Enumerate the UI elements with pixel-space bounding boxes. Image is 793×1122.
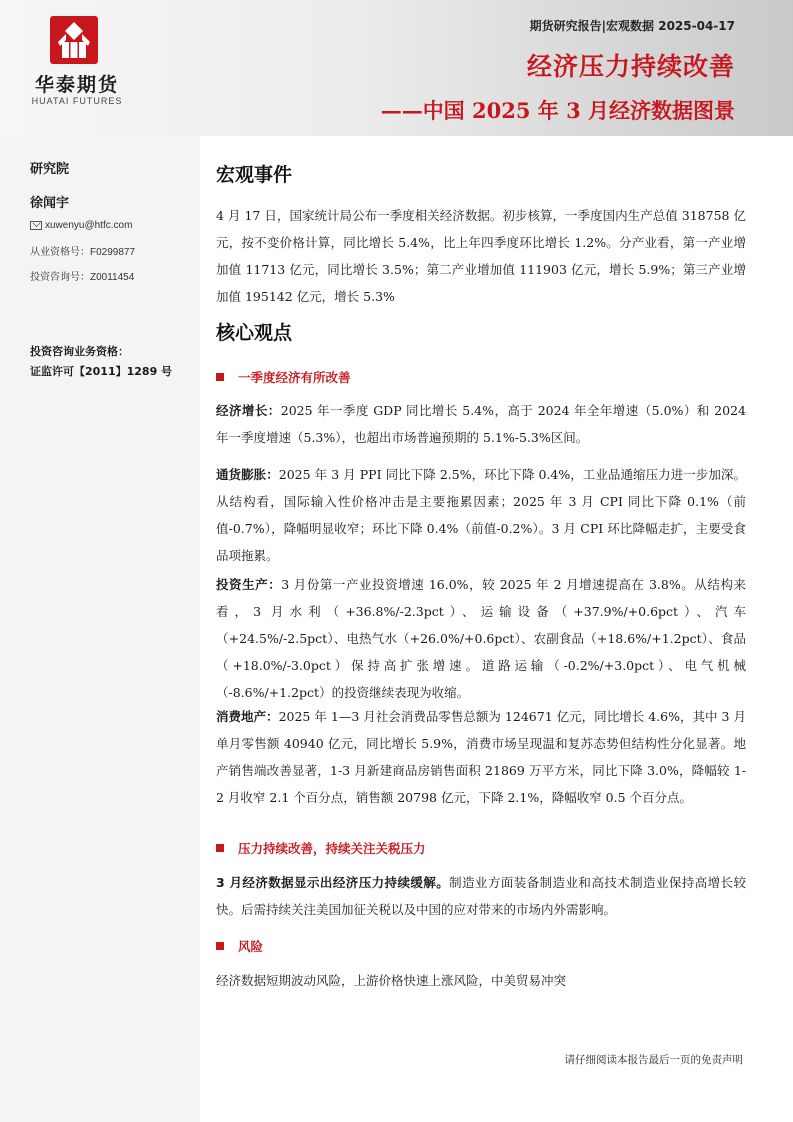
analyst-email[interactable]: xuwenyu@htfc.com	[45, 220, 133, 231]
inflation-text: 2025 年 3 月 PPI 同比下降 2.5%，环比下降 0.4%，工业品通缩压力进一步加深。从结构看，国际输入性价格冲击是主要拖累因素；2025 年 3 月 CPI 同比下降 0.1%（前值-0.7%），降幅明显收窄；环比下降 0.4%（前值-0.2%）。3 月 CPI 环比降幅走扩，主要受食品项拖累。	[216, 467, 746, 563]
bullet-heading-text: 风险	[238, 939, 264, 954]
pressure-label: 3 月经济数据显示出经济压力持续缓解。	[216, 875, 450, 890]
investment-label: 投资生产：	[216, 577, 282, 592]
practice-license: 从业资格号：F0299877	[30, 247, 136, 258]
bullet-heading-1	[216, 368, 351, 386]
growth-paragraph	[216, 397, 746, 451]
analyst-name: 徐闻宇	[30, 196, 70, 211]
macro-events-text: 4 月 17 日，国家统计局公布一季度相关经济数据。初步核算，一季度国内生产总值 318758 亿元，按不变价格计算，同比增长 5.4%，比上年四季度环比增长 1.2%。分产业看，第一产业增加值 11713 亿元，同比增长 3.5%；第二产业增加值 111903 亿元，增长 5.9%；第三产业增加值 195142 亿元，增长 5.3%	[216, 208, 746, 304]
report-header	[0, 0, 793, 136]
pressure-text: 制造业方面装备制造业和高技术制造业保持高增长较快。后需持续关注美国加征关税以及中国的应对带来的市场内外需影响。	[216, 875, 746, 917]
inflation-label: 通货膨胀：	[216, 467, 279, 482]
report-meta: 期货研究报告|宏观数据 2025-04-17	[529, 19, 735, 33]
consumption-text: 2025 年 1—3 月社会消费品零售总额为 124671 亿元，同比增长 4.6%，其中 3 月单月零售额 40940 亿元，同比增长 5.9%，消费市场呈现温和复苏态势但结构性分化显著。地产销售端改善显著，1-3 月新建商品房销售面积 21869 万平方米，同比下降 3.0%，降幅较 1-2 月收窄 2.1 个百分点，销售额 20798 亿元，下降 2.1%，降幅收窄 0.5 个百分点。	[216, 709, 746, 805]
bullet-heading-text: 压力持续改善，持续关注关税压力	[238, 841, 426, 856]
growth-label: 经济增长：	[216, 403, 281, 418]
red-square-icon	[216, 942, 224, 950]
investment-paragraph	[216, 571, 746, 706]
huatai-logo-icon	[50, 16, 98, 64]
bullet-heading-text: 一季度经济有所改善	[238, 370, 351, 385]
inflation-paragraph	[216, 461, 746, 569]
qualification-label: 投资咨询业务资格：	[30, 345, 129, 358]
growth-text: 2025 年一季度 GDP 同比增长 5.4%，高于 2024 年全年增速（5.0%）和 2024 年一季度增速（5.3%），也超出市场普遍预期的 5.1%-5.3%区间。	[216, 403, 746, 445]
risk-text: 经济数据短期波动风险，上游价格快速上涨风险，中美贸易冲突	[216, 973, 567, 988]
consumption-label: 消费地产：	[216, 709, 279, 724]
analyst-email-row	[30, 220, 132, 231]
analyst-sidebar	[0, 136, 200, 1122]
bullet-heading-3	[216, 937, 263, 955]
report-title: 经济压力持续改善	[526, 52, 735, 81]
investment-text: 3 月份第一产业投资增速 16.0%，较 2025 年 2 月增速提高在 3.8%。从结构来看，3 月水利（+36.8%/-2.3pct）、运输设备（+37.9%/+0.6pct）、汽车（+24.5%/-2.5pct）、电热气水（+26.0%/+0.6pct）、农副食品（+18.6%/+1.2pct）、食品（+18.0%/-3.0pct）保持高扩张增速。道路运输（-0.2%/+3.0pct）、电气机械（-8.6%/+1.2pct）的投资继续表现为收缩。	[216, 577, 746, 700]
consumption-paragraph	[216, 703, 746, 811]
section-heading-core: 核心观点	[216, 322, 293, 344]
red-square-icon	[216, 373, 224, 381]
mail-icon	[30, 221, 42, 230]
qualification-number: 证监许可【2011】1289 号	[30, 365, 173, 378]
department-label: 研究院	[30, 162, 70, 177]
consulting-license: 投资咨询号：Z0011454	[30, 272, 135, 283]
brand-name-cn: 华泰期货	[34, 74, 119, 96]
brand-name-en: HUATAI FUTURES	[31, 96, 123, 106]
section-heading-macro: 宏观事件	[216, 164, 293, 186]
red-square-icon	[216, 844, 224, 852]
pressure-paragraph	[216, 869, 746, 923]
bullet-heading-2	[216, 839, 426, 857]
disclaimer-note: 请仔细阅读本报告最后一页的免责声明	[564, 1054, 743, 1066]
report-subtitle: ——中国 2025 年 3 月经济数据图景	[380, 98, 735, 123]
